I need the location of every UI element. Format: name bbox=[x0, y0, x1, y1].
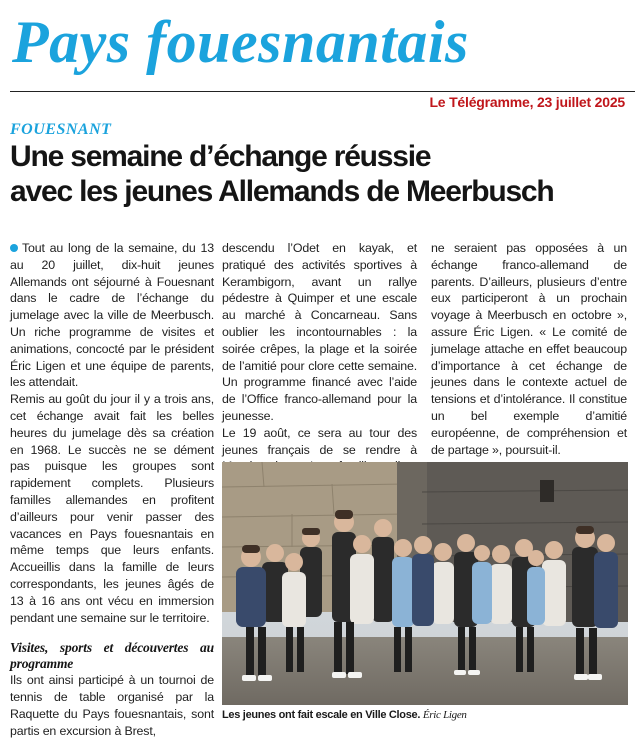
article-column-1 bbox=[10, 240, 214, 740]
group-photo bbox=[222, 462, 628, 705]
paragraph-2: Remis au goût du jour il y a trois ans, cet échange avait fait les belles heures du jumelage dès sa création en 1968. Le succès ne se dément pas puisque les groupes sont rapidement complets. Plusieurs familles allemandes en profitent d’ailleurs pour venir passer des vacances en Pays fouesnantais en même temps que leurs enfants. Accueillis dans la famille de leurs correspondants, les jeunes âgés de 13 à 16 ans ont vécu en immersion pendant une semaine sur le territoire. bbox=[10, 392, 214, 625]
paragraph-1 bbox=[10, 240, 214, 391]
paragraph-5: Le 19 août, ce sera au tour des jeunes français de se rendre à bbox=[222, 425, 417, 457]
paragraph-4: descendu l’Odet en kayak, et pratiqué des activités sportives à Kerambigorn, avant un rallye pédestre à Quimper et une escale au marché à Concarneau. Sans oublier les incontournables : la soirée crêpes, la plage et la soirée de l’amitié pour clore cette semaine. Un programme financé avec l’aide de l’Office franco-allemand pour la jeunesse. bbox=[222, 241, 417, 423]
photo-credit: Éric Ligen bbox=[422, 709, 467, 721]
photo-illustration bbox=[222, 462, 628, 705]
article-column-2 bbox=[222, 240, 417, 492]
kicker: FOUESNANT bbox=[10, 121, 112, 138]
headline-line-2: avec les jeunes Allemands de Meerbusch bbox=[10, 175, 554, 208]
paragraph-3: Ils ont ainsi participé à un tournoi de tennis de table organisé par la Raquette du Pays fouesnantais, sont partis en excursion à Brest, bbox=[10, 673, 214, 738]
headline-line-1: Une semaine d’échange réussie bbox=[10, 140, 431, 173]
article-column-3 bbox=[431, 240, 627, 458]
subheading: Visites, sports et découvertes au programme bbox=[10, 640, 214, 672]
masthead-title: Pays fouesnantais bbox=[12, 9, 469, 75]
paragraph-6: ne seraient pas opposées à un échange franco-allemand de parents. D’ailleurs, plusieurs d’entre eux participeront à un prochain voyage à Meerbusch en octobre », assure Éric Ligen. « Le comité de jumelage attache en effet beaucoup d’importance à cet échange de jeunes dans le contexte actuel de tensions et d’intolérance. Il constitue un bel exemple d’amitié européenne, de compréhension et de partage », poursuit-il. bbox=[431, 241, 627, 457]
source-line: Le Télégramme, 23 juillet 2025 bbox=[429, 94, 625, 110]
bullet-icon bbox=[10, 244, 18, 252]
caption-text: Les jeunes ont fait escale en Ville Close. bbox=[222, 709, 421, 721]
photo-caption bbox=[222, 709, 467, 721]
paragraph-1-text: Tout au long de la semaine, du 13 au 20 juillet, dix-huit jeunes Allemands ont séjourné à Fouesnant dans le cadre de l’échange du jumelage avec la ville de Meerbusch. Un riche programme de visites et animations, concocté par le président Éric Ligen et une équipe de parents, les attendait. bbox=[10, 241, 214, 390]
headline bbox=[10, 139, 630, 209]
header-divider bbox=[10, 91, 635, 92]
